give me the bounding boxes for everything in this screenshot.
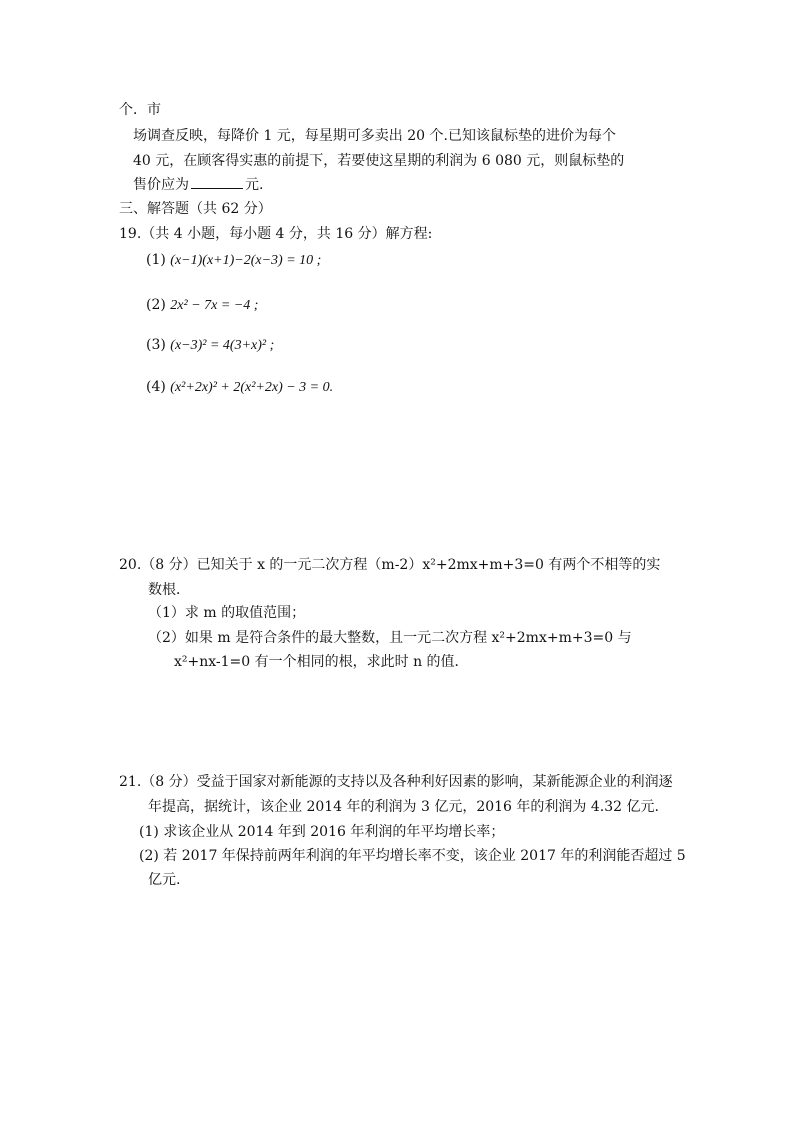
- q19-item-expr: 2x² − 7x = −4 ;: [170, 298, 259, 313]
- q19-item-label: (1): [146, 252, 166, 268]
- q19-item-4: [146, 377, 333, 398]
- q18-line2: 40 元，在顾客得实惠的前提下，若要使这星期的利润为 6 080 元，则鼠标垫的: [133, 153, 625, 169]
- section-3-heading: 三、解答题（共 62 分）: [119, 201, 272, 217]
- q19-item-label: (3): [146, 337, 166, 353]
- q19-item-expr: (x²+2x)² + 2(x²+2x) − 3 = 0.: [170, 380, 334, 395]
- q18-line3: [133, 175, 263, 195]
- q21-line1: 21.（8 分）受益于国家对新能源的支持以及各种利好因素的影响，某新能源企业的利润逐: [119, 774, 673, 790]
- q18-line3-post: 元.: [245, 177, 264, 193]
- q20-line2: 数根．: [148, 582, 190, 598]
- q21-sub1: (1) 求该企业从 2014 年到 2016 年利润的年平均增长率；: [139, 824, 505, 840]
- q19-item-label: (4): [146, 379, 166, 395]
- q20-sub1: （1）求 m 的取值范围；: [148, 605, 306, 621]
- q19-item-1: [146, 250, 321, 271]
- q19-item-expr: (x−3)² = 4(3+x)² ;: [170, 338, 275, 353]
- q18-line1: 场调查反映，每降价 1 元，每星期可多卖出 20 个.已知该鼠标垫的进价为每个: [133, 128, 616, 144]
- answer-blank[interactable]: [191, 176, 243, 189]
- q19-item-2: [146, 295, 258, 316]
- q19-item-expr: (x−1)(x+1)−2(x−3) = 10 ;: [170, 253, 322, 268]
- q21-sub2-line2: 亿元.: [148, 872, 181, 888]
- q20-line1: 20.（8 分）已知关于 x 的一元二次方程（m-2）x²+2mx+m+3=0 有两个不相等的实: [119, 557, 661, 573]
- q18-line3-pre: 售价应为: [133, 177, 189, 193]
- q21-sub2-line1: (2) 若 2017 年保持前两年利润的年平均增长率不变，该企业 2017 年的利润能否超过 5: [139, 848, 686, 864]
- fragment-top: 个．市: [119, 102, 161, 118]
- q19-item-3: [146, 335, 274, 356]
- q21-line2: 年提高，据统计，该企业 2014 年的利润为 3 亿元，2016 年的利润为 4.32 亿元.: [148, 799, 659, 815]
- q19-title: 19.（共 4 小题，每小题 4 分，共 16 分）解方程:: [119, 226, 433, 242]
- q19-item-label: (2): [146, 297, 166, 313]
- q20-sub2-line2: x²+nx-1=0 有一个相同的根，求此时 n 的值．: [174, 654, 469, 670]
- q20-sub2-line1: （2）如果 m 是符合条件的最大整数，且一元二次方程 x²+2mx+m+3=0 与: [148, 630, 632, 646]
